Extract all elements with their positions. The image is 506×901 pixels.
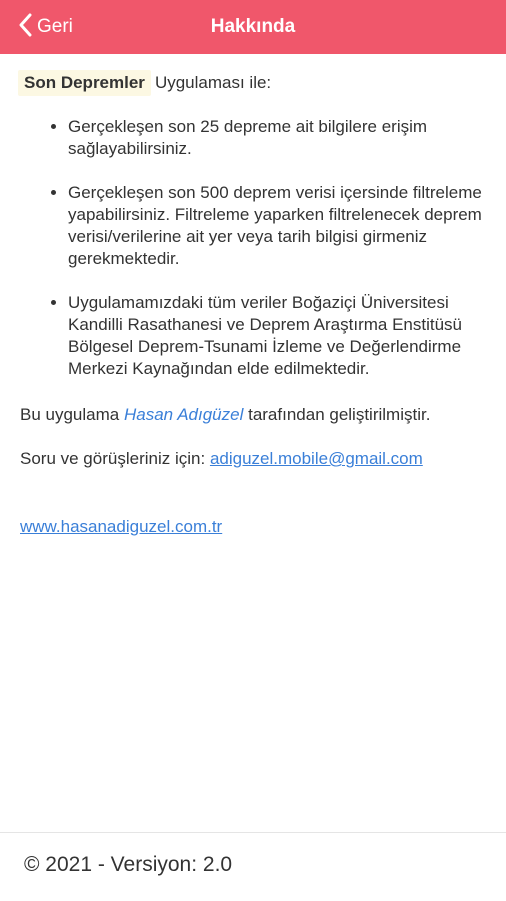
intro-suffix: Uygulaması ile: xyxy=(154,73,272,92)
email-link[interactable]: adiguzel.mobile@gmail.com xyxy=(209,449,423,468)
navbar xyxy=(0,0,506,54)
version-text: © 2021 - Versiyon: 2.0 xyxy=(24,853,233,876)
website-row xyxy=(20,516,490,538)
app-name-badge: Son Depremler xyxy=(18,70,151,96)
author-name: Hasan Adıgüzel xyxy=(123,405,244,424)
feature-item: • Gerçekleşen son 25 depreme ait bilgilere erişim sağlayabilirsiniz. xyxy=(68,116,490,160)
credit-suffix: tarafından geliştirilmiştir. xyxy=(248,405,431,424)
intro-text xyxy=(20,70,490,96)
contact-prefix: Soru ve görüşleriniz için: xyxy=(20,449,206,468)
website-link[interactable]: www.hasanadiguzel.com.tr xyxy=(20,517,223,536)
feature-list xyxy=(20,116,490,380)
credit-prefix: Bu uygulama xyxy=(20,405,120,424)
about-content xyxy=(20,70,490,538)
feature-item: • Uygulamamızdaki tüm veriler Boğaziçi Üniversitesi Kandilli Rasathanesi ve Deprem Araştırma Enstitüsü Bölgesel Deprem-Tsunami İzleme ve Değerlendirme Merkezi Kaynağından elde edilmektedir. xyxy=(68,292,490,380)
back-button-label: Geri xyxy=(37,16,73,37)
credit-text xyxy=(20,404,490,426)
page-title: Hakkında xyxy=(210,16,296,37)
feature-item: • Gerçekleşen son 500 deprem verisi içersinde filtreleme yapabilirsiniz. Filtreleme yaparken filtrelenecek deprem verisi/verilerine ait yer veya tarih bilgisi girmeniz gerekmektedir. xyxy=(68,182,490,270)
footer xyxy=(0,832,506,901)
contact-text xyxy=(20,448,490,470)
